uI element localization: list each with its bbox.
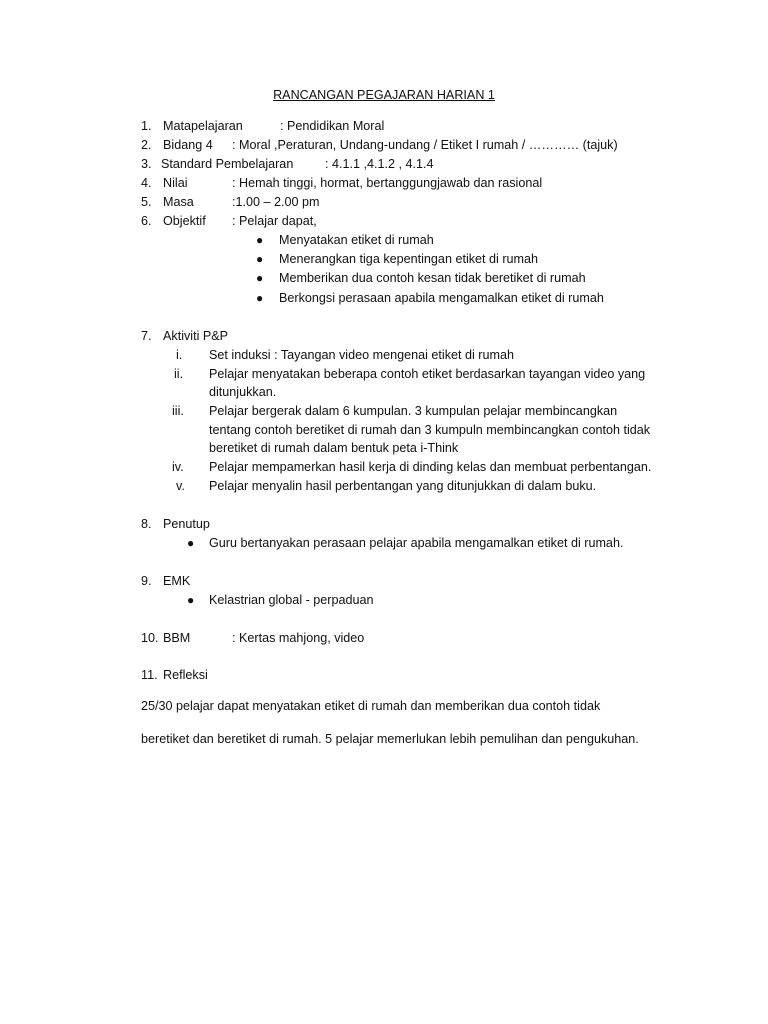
item-7-label: Aktiviti P&P [163, 329, 229, 343]
step-line: Set induksi : Tayangan video mengenai etiket di rumah [209, 348, 515, 362]
step-roman: iii. [172, 404, 184, 418]
bullet-icon: ● [256, 291, 264, 305]
objective-item: Menerangkan tiga kepentingan etiket di rumah [279, 252, 539, 266]
item-7-number: 7. [141, 329, 152, 343]
refleksi-text-line-1: 25/30 pelajar dapat menyatakan etiket di rumah dan memberikan dua contoh tidak [141, 699, 601, 713]
item-8-number: 8. [141, 517, 152, 531]
objective-item: Berkongsi perasaan apabila mengamalkan etiket di rumah [279, 291, 604, 305]
item-4-value: : Hemah tinggi, hormat, bertanggungjawab dan rasional [232, 176, 543, 190]
item-5-value: :1.00 – 2.00 pm [232, 195, 320, 209]
step-roman: iv. [172, 460, 184, 474]
objective-item: Memberikan dua contoh kesan tidak beretiket di rumah [279, 271, 586, 285]
objective-item: Menyatakan etiket di rumah [279, 233, 434, 247]
item-6-label: Objektif [163, 214, 206, 228]
item-10-label: BBM [163, 631, 191, 645]
bullet-icon: ● [187, 593, 195, 607]
step-line: Pelajar menyalin hasil perbentangan yang ditunjukkan di dalam buku. [209, 479, 597, 493]
item-6-value: : Pelajar dapat, [232, 214, 317, 228]
bullet-icon: ● [256, 252, 264, 266]
item-2-number: 2. [141, 138, 152, 152]
item-5-label: Masa [163, 195, 194, 209]
item-11-number: 11. [141, 668, 158, 682]
item-2-value: : Moral ,Peraturan, Undang-undang / Etiket I rumah / ………… (tajuk) [232, 138, 618, 152]
bullet-icon: ● [256, 271, 264, 285]
bullet-icon: ● [187, 536, 195, 550]
step-line: Pelajar menyatakan beberapa contoh etiket berdasarkan tayangan video yang [209, 367, 646, 381]
step-roman: i. [176, 348, 183, 362]
step-line: Pelajar mempamerkan hasil kerja di dinding kelas dan membuat perbentangan. [209, 460, 652, 474]
step-roman: v. [176, 479, 185, 493]
item-8-label: Penutup [163, 517, 210, 531]
item-9-label: EMK [163, 574, 191, 588]
penutup-bullet: Guru bertanyakan perasaan pelajar apabila mengamalkan etiket di rumah. [209, 536, 624, 550]
item-3-value: : 4.1.1 ,4.1.2 , 4.1.4 [325, 157, 434, 171]
step-line: Pelajar bergerak dalam 6 kumpulan. 3 kumpulan pelajar membincangkan [209, 404, 618, 418]
step-line: beretiket di rumah dalam bentuk peta i-Think [209, 441, 459, 455]
item-11-label: Refleksi [163, 668, 208, 682]
bullet-icon: ● [256, 233, 264, 247]
refleksi-text-line-2: beretiket dan beretiket di rumah. 5 pelajar memerlukan lebih pemulihan dan pengukuhan. [141, 732, 639, 746]
document-title: RANCANGAN PEGAJARAN HARIAN 1 [273, 88, 495, 102]
item-1-number: 1. [141, 119, 152, 133]
item-4-label: Nilai [163, 176, 188, 190]
item-4-number: 4. [141, 176, 152, 190]
step-line: tentang contoh beretiket di rumah dan 3 kumpuln membincangkan contoh tidak [209, 423, 651, 437]
item-1-label: Matapelajaran [163, 119, 243, 133]
item-5-number: 5. [141, 195, 152, 209]
emk-bullet: Kelastrian global - perpaduan [209, 593, 374, 607]
item-6-number: 6. [141, 214, 152, 228]
step-line: ditunjukkan. [209, 385, 277, 399]
item-3-label: Standard Pembelajaran [161, 157, 294, 171]
item-9-number: 9. [141, 574, 152, 588]
item-10-number: 10. [141, 631, 159, 645]
item-1-value: : Pendidikan Moral [280, 119, 385, 133]
step-roman: ii. [174, 367, 184, 381]
item-10-value: : Kertas mahjong, video [232, 631, 365, 645]
item-2-label: Bidang 4 [163, 138, 213, 152]
item-3-number: 3. [141, 157, 152, 171]
